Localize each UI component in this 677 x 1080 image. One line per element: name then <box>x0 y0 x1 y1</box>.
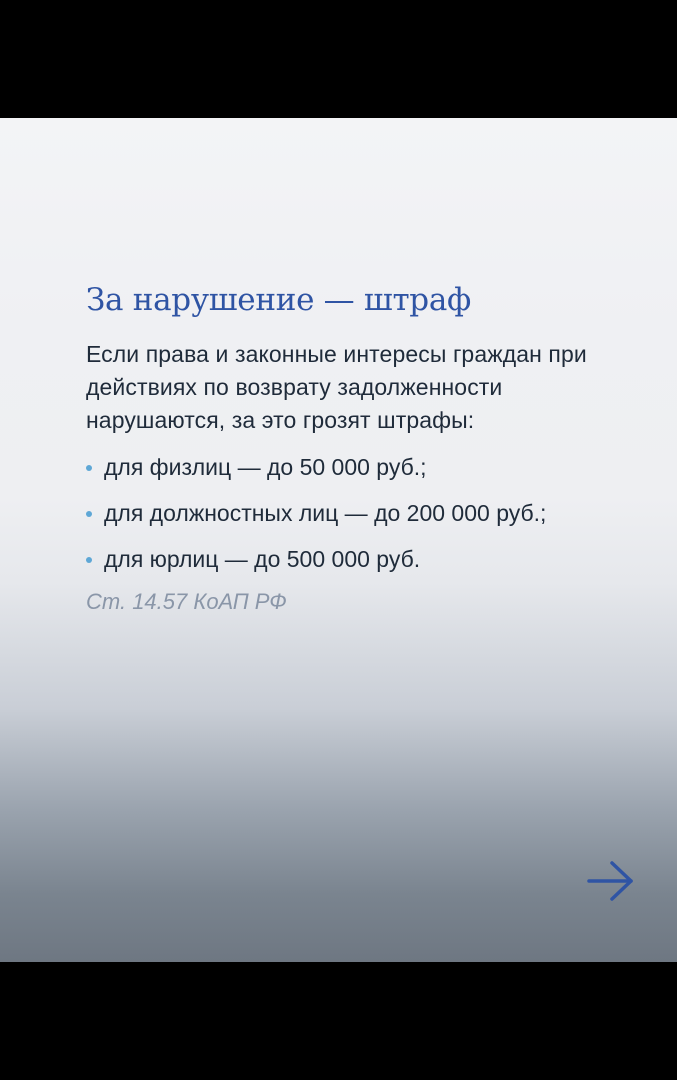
slide-content <box>86 280 606 617</box>
next-slide-button[interactable] <box>585 858 637 904</box>
list-item <box>86 543 606 575</box>
bullet-icon <box>86 557 92 563</box>
fine-text: для должностных лиц — до 200 000 руб.; <box>104 500 547 526</box>
fine-text: для юрлиц — до 500 000 руб. <box>104 546 421 572</box>
fine-text: для физлиц — до 50 000 руб.; <box>104 454 427 480</box>
story-slide <box>0 118 677 962</box>
intro-paragraph: Если права и законные интересы граждан при действиях по возврату задолженности нарушаются, за это грозят штрафы: <box>86 341 587 433</box>
bullet-icon <box>86 511 92 517</box>
bullet-icon <box>86 465 92 471</box>
arrow-right-icon <box>585 858 637 904</box>
slide-heading: За нарушение — штраф <box>86 282 471 318</box>
list-item <box>86 497 606 529</box>
fines-list <box>86 451 606 575</box>
source-citation: Ст. 14.57 КоАП РФ <box>86 589 287 614</box>
list-item <box>86 451 606 483</box>
